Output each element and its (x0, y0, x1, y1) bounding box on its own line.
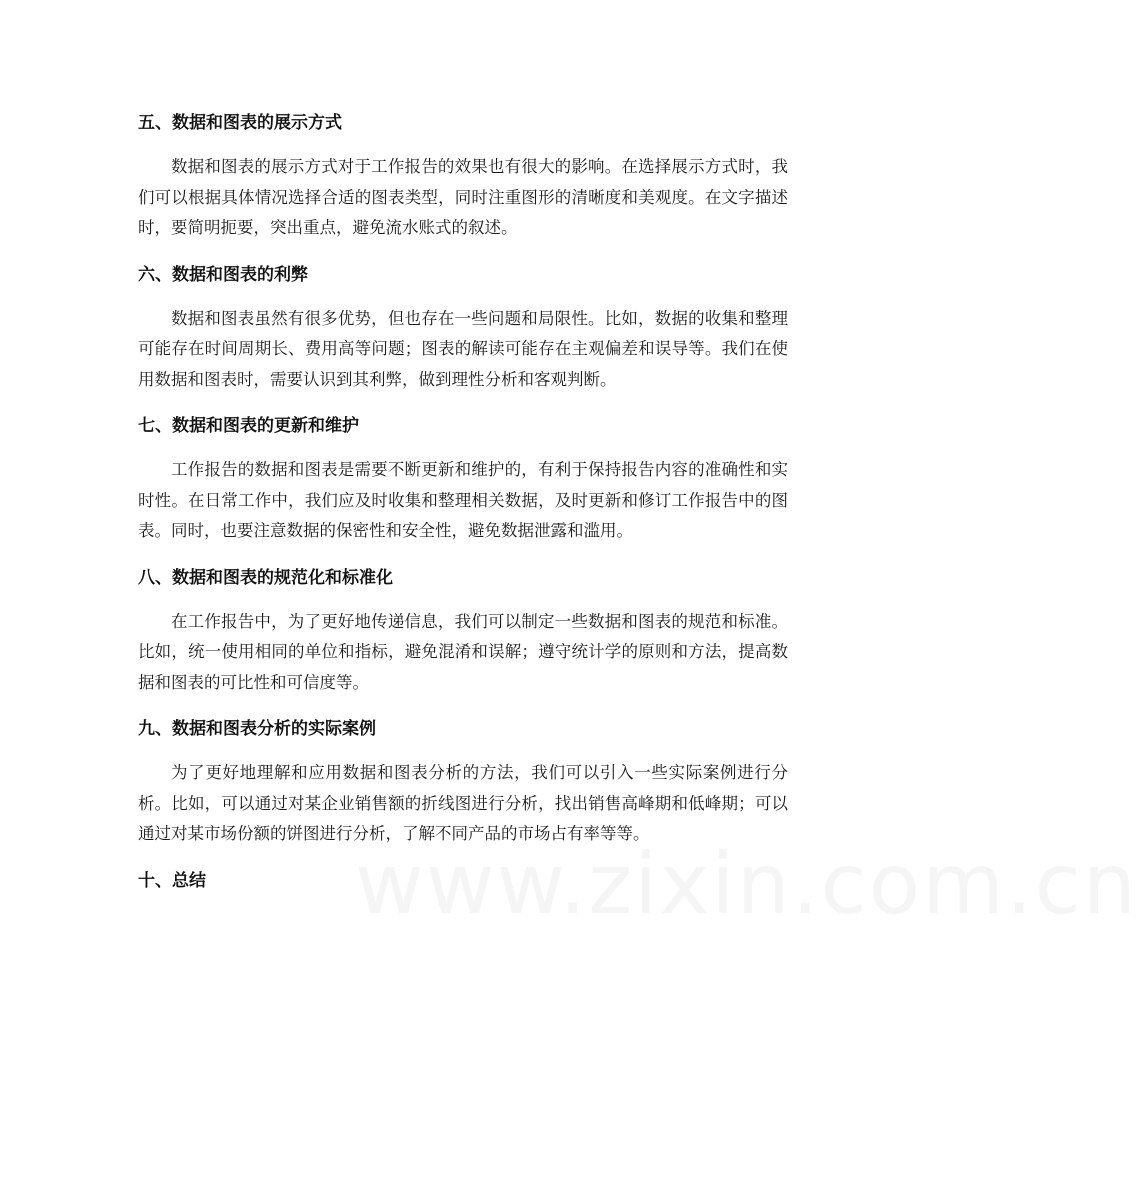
section-heading: 九、数据和图表分析的实际案例 (138, 719, 376, 739)
section-9 (138, 711, 788, 850)
section-5 (138, 105, 788, 244)
section-paragraph: 数据和图表的展示方式对于工作报告的效果也有很大的影响。在选择展示方式时，我们可以根据具体情况选择合适的图表类型，同时注重图形的清晰度和美观度。在文字描述时，要简明扼要，突出重点，避免流水账式的叙述。 (138, 157, 788, 237)
section-heading: 五、数据和图表的展示方式 (138, 113, 342, 133)
section-heading: 十、总结 (138, 870, 206, 891)
section-heading: 八、数据和图表的规范化和标准化 (138, 567, 393, 588)
section-paragraph: 在工作报告中，为了更好地传递信息，我们可以制定一些数据和图表的规范和标准。比如，统一使用相同的单位和指标，避免混淆和误解；遵守统计学的原则和方法，提高数据和图表的可比性和可信度等。 (138, 611, 788, 692)
section-7 (138, 408, 788, 547)
section-6 (138, 257, 788, 396)
document-body (138, 105, 788, 910)
section-8 (138, 560, 788, 699)
watermark: www.zixin.com.cn (355, 835, 1138, 933)
section-paragraph: 工作报告的数据和图表是需要不断更新和维护的，有利于保持报告内容的准确性和实时性。在日常工作中，我们应及时收集和整理相关数据，及时更新和修订工作报告中的图表。同时，也要注意数据的保密性和安全性，避免数据泄露和滥用。 (138, 460, 788, 540)
section-heading: 六、数据和图表的利弊 (138, 264, 308, 285)
section-paragraph: 为了更好地理解和应用数据和图表分析的方法，我们可以引入一些实际案例进行分析。比如，可以通过对某企业销售额的折线图进行分析，找出销售高峰期和低峰期；可以通过对某市场份额的饼图进行分析，了解不同产品的市场占有率等等。 (138, 763, 788, 843)
section-10 (138, 863, 788, 899)
section-paragraph: 数据和图表虽然有很多优势，但也存在一些问题和局限性。比如，数据的收集和整理可能存在时间周期长、费用高等问题；图表的解读可能存在主观偏差和误导等。我们在使用数据和图表时，需要认识到其利弊，做到理性分析和客观判断。 (138, 308, 788, 389)
section-heading: 七、数据和图表的更新和维护 (138, 416, 359, 436)
